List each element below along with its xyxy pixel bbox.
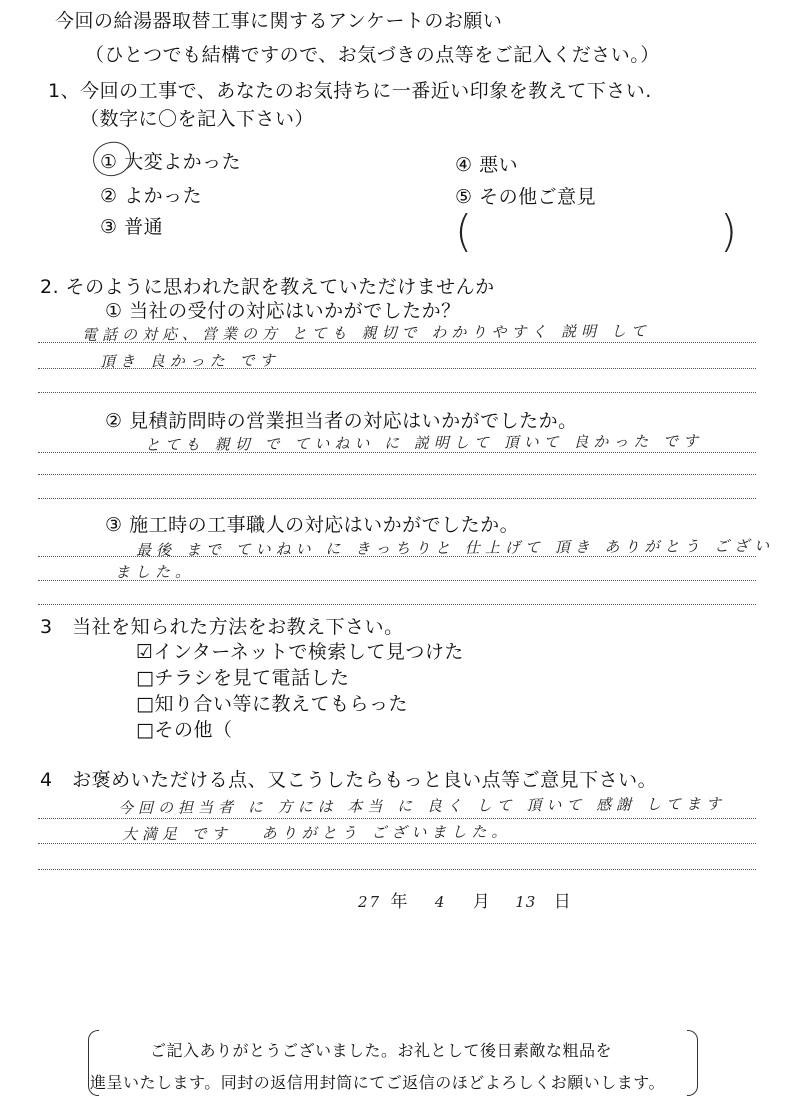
q3-option-internet[interactable] <box>136 637 464 664</box>
q1-option-label: 大変よかった <box>124 151 242 173</box>
q1-option-num: ③ <box>100 216 118 238</box>
q2-sub3-answer-line2: ました。 <box>114 562 196 582</box>
footer-line1: ご記入ありがとうございました。お礼として後日素敵な粗品を <box>150 1041 613 1060</box>
bracket-right <box>687 1030 698 1096</box>
q1-option-5[interactable] <box>455 182 596 209</box>
q1-option-2[interactable] <box>100 181 202 208</box>
answer-dotted-line <box>38 818 756 819</box>
q2-sub2-prompt: ② 見積訪問時の営業担当者の対応はいかがでしたか。 <box>105 410 578 432</box>
date-month: 4 <box>434 893 450 911</box>
q1-option-1[interactable] <box>100 147 241 174</box>
answer-dotted-line <box>38 580 756 581</box>
answer-date <box>358 887 571 912</box>
q3-option-flyer[interactable] <box>136 663 349 690</box>
q2-sub1-answer-line2: 頂き 良かった です <box>99 351 280 371</box>
other-opinion-paren-open: ( <box>455 206 473 257</box>
answer-dotted-line <box>38 392 756 393</box>
q3-question: 3 当社を知られた方法をお教え下さい。 <box>40 616 404 638</box>
q3-option-label: 知り合い等に教えてもらった <box>154 693 408 715</box>
checkbox-icon[interactable]: □ <box>136 719 155 741</box>
survey-subtitle: （ひとつでも結構ですので、お気づきの点等をご記入ください。） <box>85 44 660 66</box>
q1-option-num: ② <box>100 185 118 207</box>
date-month-unit: 月 <box>472 892 490 912</box>
q2-sub3-answer-line1: 最後 まで ていねい に きっちりと 仕上げて 頂き ありがとう ござい <box>135 536 775 560</box>
footer-line2: 進呈いたします。同封の返信用封筒にてご返信のほどよろしくお願いします。 <box>90 1073 665 1092</box>
q2-sub3-prompt: ③ 施工時の工事職人の対応はいかがでしたか。 <box>105 514 520 536</box>
q1-option-label: 悪い <box>479 154 519 176</box>
date-day: 13 <box>515 893 537 911</box>
answer-dotted-line <box>38 368 756 369</box>
q4-answer-line2: 大満足 です ありがとう ございました。 <box>121 822 512 844</box>
answer-dotted-line <box>38 869 756 870</box>
q3-option-label: チラシを見て電話した <box>154 667 350 689</box>
answer-dotted-line <box>38 474 756 475</box>
other-opinion-paren-close: ) <box>720 206 738 257</box>
date-day-unit: 日 <box>553 892 571 912</box>
q3-option-label: その他（ <box>154 719 233 741</box>
q2-sub2-answer-line1: とても 親切 で ていねい に 説明して 頂いて 良かった です <box>144 432 704 454</box>
date-year-unit: 年 <box>390 892 408 912</box>
q1-question: 1、今回の工事で、あなたのお気持ちに一番近い印象を教えて下さい. <box>48 80 652 102</box>
q1-option-num: ① <box>100 151 118 173</box>
q1-option-4[interactable] <box>455 150 518 177</box>
answer-dotted-line <box>38 556 756 557</box>
answer-dotted-line <box>38 604 756 605</box>
answer-dotted-line <box>38 342 756 343</box>
checkbox-icon[interactable]: □ <box>136 667 155 689</box>
q1-option-num: ④ <box>455 154 473 176</box>
q1-option-label: その他ご意見 <box>479 186 597 208</box>
q4-question: 4 お褒めいただける点、又こうしたらもっと良い点等ご意見下さい。 <box>40 769 658 791</box>
survey-title: 今回の給湯器取替工事に関するアンケートのお願い <box>55 10 503 32</box>
checkbox-checked-icon[interactable]: ☑ <box>136 641 154 663</box>
q1-option-3[interactable] <box>100 212 163 239</box>
q3-option-other[interactable] <box>136 715 232 742</box>
q2-question: 2. そのように思われた訳を教えていただけませんか <box>40 276 495 298</box>
q1-option-label: よかった <box>124 185 203 207</box>
q4-answer-line1: 今回の担当者 に 方には 本当 に 良く して 頂いて 感謝 してます <box>117 794 726 818</box>
q1-option-label: 普通 <box>124 216 164 238</box>
answer-dotted-line <box>38 498 756 499</box>
answer-dotted-line <box>38 843 756 844</box>
q1-option-num: ⑤ <box>455 186 473 208</box>
q3-option-label: インターネットで検索して見つけた <box>153 641 464 663</box>
checkbox-icon[interactable]: □ <box>136 693 155 715</box>
q1-instruction: （数字に〇を記入下さい） <box>80 108 315 130</box>
date-year: 27 <box>358 893 382 911</box>
footer-note-box <box>88 1030 698 1094</box>
q3-option-acquaintance[interactable] <box>136 689 408 716</box>
answer-dotted-line <box>38 452 756 453</box>
q2-sub1-prompt: ① 当社の受付の対応はいかがでしたか？ <box>105 300 461 322</box>
q2-sub1-answer-line1: 電話の対応、営業の方 とても 親切で わかりやすく 説明 して <box>81 322 651 344</box>
